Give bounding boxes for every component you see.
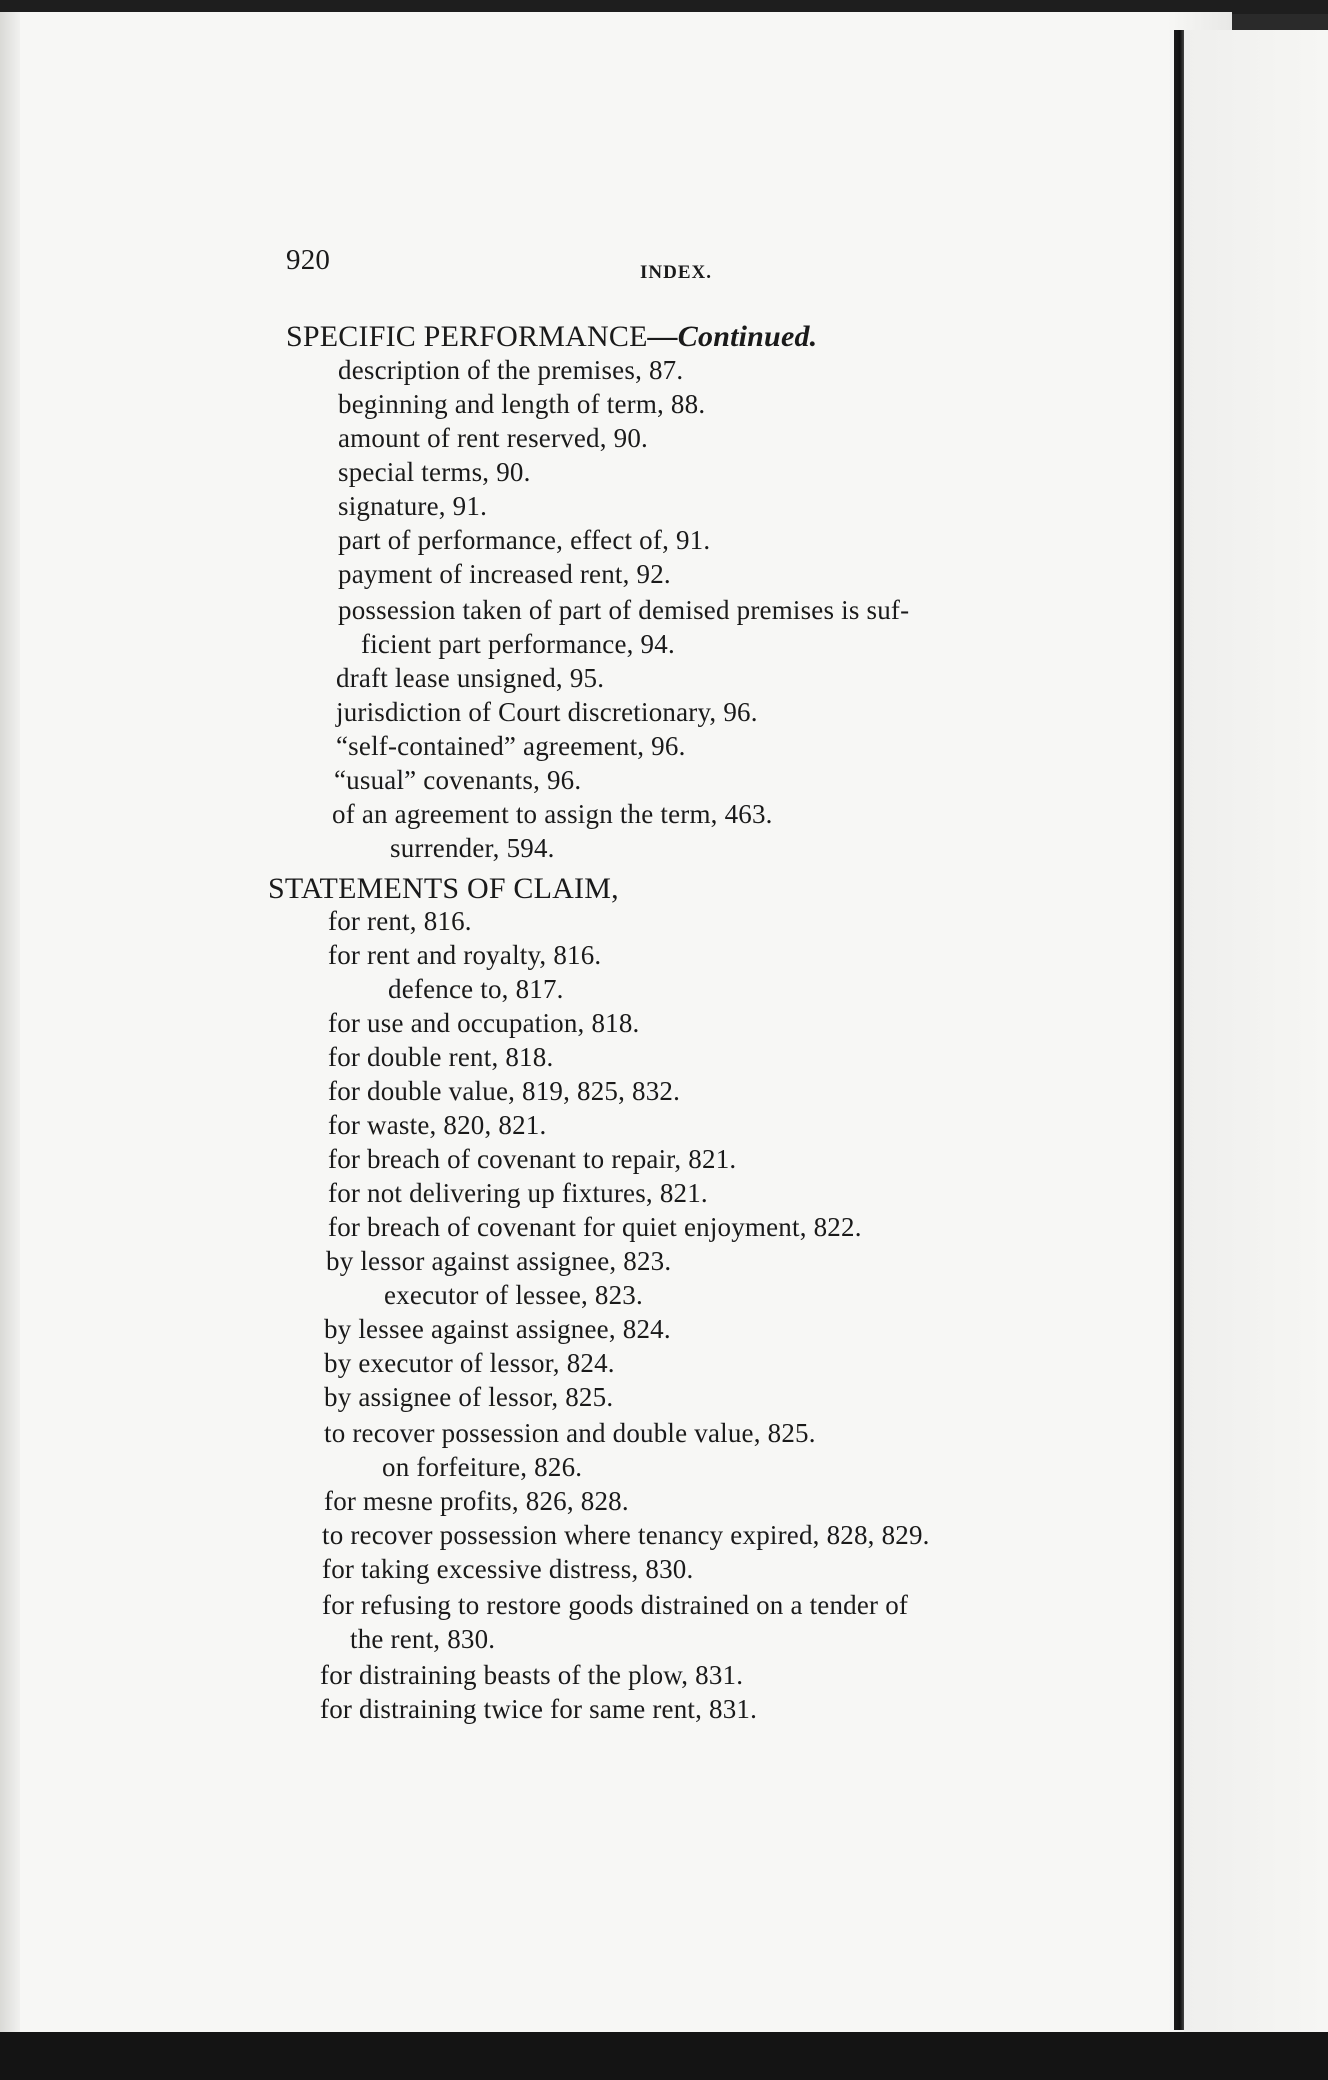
index-entry: for double rent, 818. bbox=[328, 1042, 554, 1072]
index-entry: for taking excessive distress, 830. bbox=[322, 1554, 694, 1584]
index-subentry: defence to, 817. bbox=[388, 974, 564, 1004]
running-head: INDEX. bbox=[640, 262, 712, 283]
index-entry: draft lease unsigned, 95. bbox=[336, 663, 605, 693]
index-entry: special terms, 90. bbox=[338, 457, 531, 487]
index-entry: for rent and royalty, 816. bbox=[328, 940, 602, 970]
index-entry: “usual” covenants, 96. bbox=[334, 765, 582, 795]
index-entry: to recover possession and double value, 825. bbox=[324, 1418, 816, 1448]
index-entry: for rent, 816. bbox=[328, 906, 472, 936]
facing-page-edge bbox=[1184, 30, 1328, 2034]
index-entry: for use and occupation, 818. bbox=[328, 1008, 640, 1038]
index-subentry: on forfeiture, 826. bbox=[382, 1452, 583, 1482]
scan-bottom-edge bbox=[0, 2032, 1328, 2080]
index-entry: for not delivering up fixtures, 821. bbox=[328, 1178, 708, 1208]
heading-continued: —Continued. bbox=[647, 320, 818, 353]
index-entry: by lessor against assignee, 823. bbox=[326, 1246, 672, 1276]
index-entry: beginning and length of term, 88. bbox=[338, 389, 706, 419]
index-entry: by executor of lessor, 824. bbox=[324, 1348, 615, 1378]
index-entry: payment of increased rent, 92. bbox=[338, 559, 671, 589]
index-subentry: executor of lessee, 823. bbox=[384, 1280, 643, 1310]
page-left-edge bbox=[0, 12, 20, 2038]
index-entry: for distraining twice for same rent, 831. bbox=[320, 1694, 758, 1724]
index-entry: part of performance, effect of, 91. bbox=[338, 525, 711, 555]
index-entry: to recover possession where tenancy expired, 828, 829. bbox=[322, 1520, 930, 1550]
index-entry: for breach of covenant to repair, 821. bbox=[328, 1144, 737, 1174]
index-entry: description of the premises, 87. bbox=[338, 355, 684, 385]
index-subentry: surrender, 594. bbox=[390, 833, 555, 863]
index-entry: jurisdiction of Court discretionary, 96. bbox=[336, 697, 758, 727]
index-entry: amount of rent reserved, 90. bbox=[338, 423, 648, 453]
index-entry: for mesne profits, 826, 828. bbox=[324, 1486, 629, 1516]
index-entry: of an agreement to assign the term, 463. bbox=[332, 799, 773, 829]
index-entry: by lessee against assignee, 824. bbox=[324, 1314, 671, 1344]
book-binding bbox=[1174, 30, 1184, 2030]
heading-text: SPECIFIC PERFORMANCE bbox=[286, 320, 648, 353]
index-entry: for double value, 819, 825, 832. bbox=[328, 1076, 681, 1106]
index-entry: for breach of covenant for quiet enjoyment, 822. bbox=[328, 1212, 862, 1242]
page-number: 920 bbox=[286, 244, 331, 276]
index-entry-continuation: ficient part performance, 94. bbox=[361, 629, 675, 659]
index-entry: for waste, 820, 821. bbox=[328, 1110, 547, 1140]
index-entry: possession taken of part of demised premises is suf- bbox=[338, 595, 910, 625]
index-entry: “self-contained” agreement, 96. bbox=[336, 731, 686, 761]
index-entry: by assignee of lessor, 825. bbox=[324, 1382, 614, 1412]
index-entry: for refusing to restore goods distrained on a tender of bbox=[322, 1590, 909, 1620]
index-heading bbox=[286, 320, 817, 354]
index-heading: STATEMENTS OF CLAIM, bbox=[268, 872, 619, 905]
index-entry-continuation: the rent, 830. bbox=[350, 1624, 496, 1654]
index-entry: signature, 91. bbox=[338, 491, 488, 521]
index-entry: for distraining beasts of the plow, 831. bbox=[320, 1660, 744, 1690]
